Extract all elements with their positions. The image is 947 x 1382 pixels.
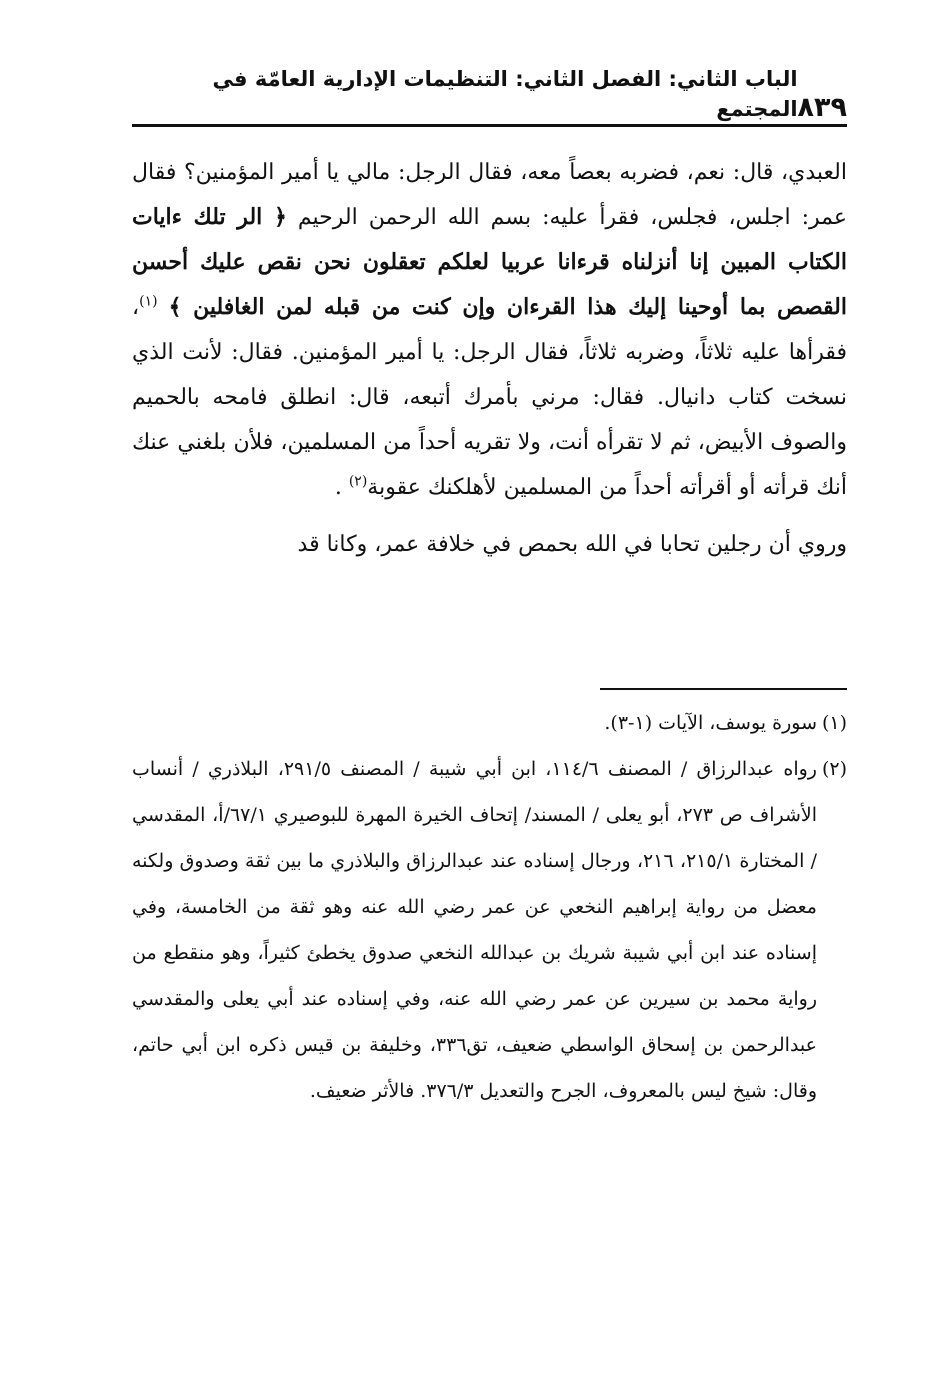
footnote-2-number: (٢) [821,758,847,780]
footnote-ref-2: (٢) [348,473,368,490]
footnote-ref-1: (١) [139,293,158,310]
header-rule [132,124,847,127]
footnotes-section [132,700,847,1114]
paragraph-1 [132,150,847,510]
page-number: ٨٣٩ [797,92,847,123]
footnote-1 [132,700,847,746]
running-title: الباب الثاني: الفصل الثاني: التنظيمات الإدارية العامّة في المجتمع [212,67,798,121]
paragraph-2: وروي أن رجلين تحابا في الله بحمص في خلافة عمر، وكانا قد [297,532,847,557]
footnote-1-text: سورة يوسف، الآيات (١-٣). [604,712,817,734]
footnote-separator [600,688,847,690]
page-header [132,67,847,124]
paragraph-1-end: . [334,475,342,500]
footnote-2 [132,746,847,1114]
footnote-2-text: رواه عبدالرزاق / المصنف ١١٤/٦، ابن أبي شيبة / المصنف ٢٩١/٥، البلاذري / أنساب الأشراف ص ٢٧٣، أبو يعلى / المسند/ إتحاف الخيرة المهرة للبوصيري ٦٧/١/أ، المقدسي / المختارة ٢١٥/١، ٢١٦، ورجال إسناده عند عبدالرزاق والبلاذري ما بين ثقة وصدوق ولكنه معضل من رواية إبراهيم النخعي عن عمر رضي الله عنه وهو ثقة من الخامسة، وفي إسناده عند ابن أبي شيبة شريك بن عبدالله النخعي صدوق يخطئ كثيراً، وهو منقطع من رواية محمد بن سيرين عن عمر رضي الله عنه، وفي إسناده عند أبي يعلى والمقدسي عبدالرحمن بن إسحاق الواسطي ضعيف، تق٣٣٦، وخليفة بن قيس ذكره ابن أبي حاتم، وقال: شيخ ليس بالمعروف، الجرح والتعديل ٣٧٦/٣. فالأثر ضعيف. [132,758,818,1102]
paragraph-1-continuation: ، فقرأها عليه ثلاثاً، وضربه ثلاثاً، فقال الرجل: يا أمير المؤمنين. فقال: لأنت الذي نسخت كتاب دانيال. فقال: مرني بأمرك أتبعه، قال: انطلق فامحه بالحميم والصوف الأبيض، ثم لا تقرأه أنت، ولا تقريه أحداً من المسلمين، فلأن بلغني عنك أنك قرأته أو أقرأته أحداً من المسلمين لأهلكنك عقوبة [132,295,847,500]
main-text [132,150,847,567]
paragraph-1-opening: العبدي، قال: نعم، فضربه بعصاً معه، فقال الرجل: مالي يا أمير المؤمنين؟ فقال عمر: اجلس، فجلس، فقرأ عليه: بسم الله الرحمن الرحيم [132,160,847,230]
footnote-1-number: (١) [821,712,847,734]
quran-verse: ﴿ الر تلك ءايات الكتاب المبين إنا أنزلناه قرءانا عربيا لعلكم تعقلون نحن نقص عليك أحسن القصص بما أوحينا إليك هذا القرءان وإن كنت من قبله لمن الغافلين ﴾ [132,204,847,320]
